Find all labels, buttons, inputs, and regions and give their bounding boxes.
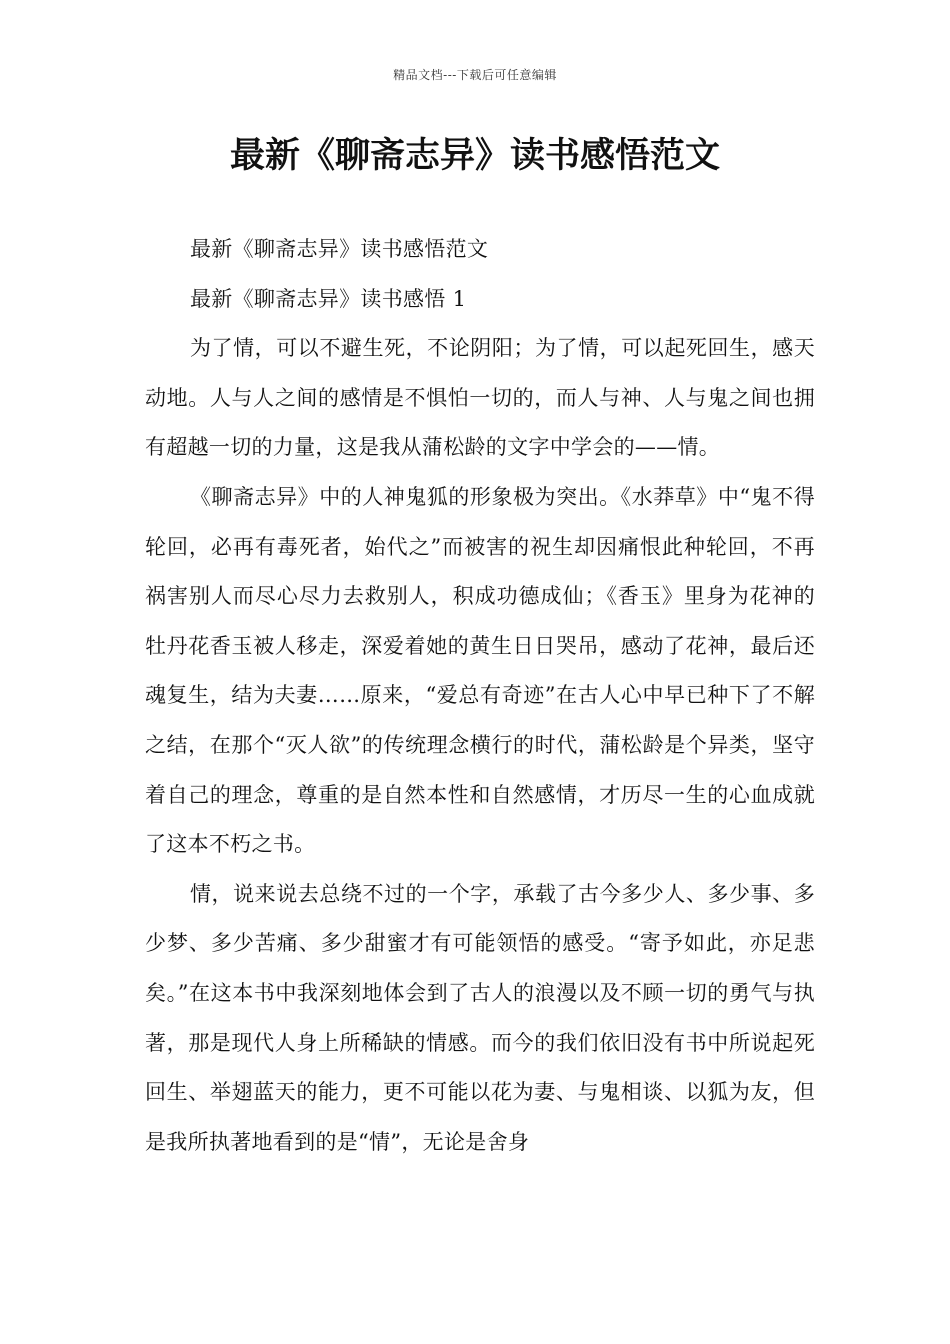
body-paragraph: 情，说来说去总绕不过的一个字，承载了古今多少人、多少事、多少梦、多少苦痛、多少甜蜜才有可能领悟的感受。“寄予如此，亦足悲矣。”在这本书中我深刻地体会到了古人的浪漫以及不顾一切的勇气与执著，那是现代人身上所稀缺的情感。而今的我们依旧没有书中所说起死回生、举翅蓝天的能力，更不可能以花为妻、与鬼相谈、以狐为友，但是我所执著地看到的是“情”，无论是舍身 — [145, 881, 815, 1154]
header-note: 精品文档---下载后可任意编辑 — [393, 68, 557, 82]
document-title: 最新《聊斋志异》读书感悟范文 — [229, 136, 720, 176]
section-heading: 最新《聊斋志异》读书感悟 1 — [190, 286, 467, 311]
body-paragraph: 《聊斋志异》中的人神鬼狐的形象极为突出。《水莽草》中“鬼不得轮回，必再有毒死者，始代之”而被害的祝生却因痛恨此种轮回，不再祸害别人而尽心尽力去救别人，积成功德成仙；《香玉》里身为花神的牡丹花香玉被人移走，深爱着她的黄生日日哭吊，感动了花神，最后还魂复生，结为夫妻……原来，“爱总有奇迹”在古人心中早已种下了不解之结，在那个“灭人欲”的传统理念横行的时代，蒲松龄是个异类，坚守着自己的理念，尊重的是自然本性和自然感情，才历尽一生的心血成就了这本不朽之书。 — [145, 484, 815, 857]
subtitle-line: 最新《聊斋志异》读书感悟范文 — [190, 237, 489, 261]
document-body — [145, 225, 815, 1167]
body-paragraph: 为了情，可以不避生死，不论阴阳；为了情，可以起死回生，感天动地。人与人之间的感情是不惧怕一切的，而人与神、人与鬼之间也拥有超越一切的力量，这是我从蒲松龄的文字中学会的——情。 — [145, 336, 815, 460]
